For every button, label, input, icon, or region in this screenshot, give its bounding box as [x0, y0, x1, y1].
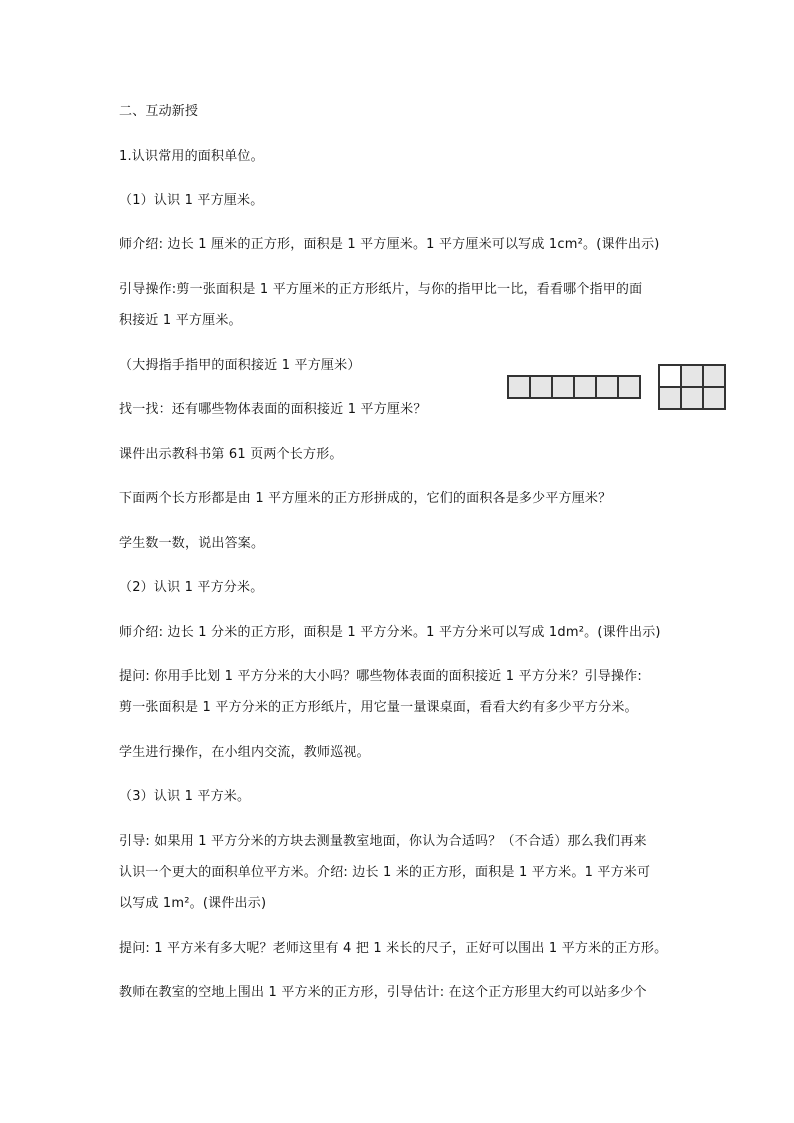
paragraph-line: （大拇指手指甲的面积接近 1 平方厘米）: [119, 358, 361, 373]
unit-square: [681, 365, 703, 387]
paragraph-line: 学生进行操作，在小组内交流，教师巡视。: [119, 745, 370, 760]
paragraph-line: 引导操作:剪一张面积是 1 平方厘米的正方形纸片，与你的指甲比一比，看看哪个指甲的面: [119, 282, 643, 297]
paragraph-line: 找一找：还有哪些物体表面的面积接近 1 平方厘米？: [119, 402, 427, 417]
unit-square: [552, 376, 574, 398]
unit-square: [681, 387, 703, 409]
subheading-square-decimeter: （2）认识 1 平方分米。: [119, 580, 264, 595]
paragraph-line: 下面两个长方形都是由 1 平方厘米的正方形拼成的，它们的面积各是多少平方厘米？: [119, 491, 612, 506]
rectangle-one-by-six: [507, 375, 641, 399]
paragraph-line: 教师在教室的空地上围出 1 平方米的正方形，引导估计: 在这个正方形里大约可以站多少个: [119, 985, 647, 1000]
subheading-square-meter: （3）认识 1 平方米。: [119, 789, 251, 804]
paragraph-line: 提问: 你用手比划 1 平方分米的大小吗？哪些物体表面的面积接近 1 平方分米？引导操作:: [119, 669, 642, 684]
unit-square: [530, 376, 552, 398]
unit-square: [574, 376, 596, 398]
paragraph-line: 积接近 1 平方厘米。: [119, 313, 242, 328]
subsection-heading: 1.认识常用的面积单位。: [119, 149, 264, 164]
paragraph-line: 认识一个更大的面积单位平方米。介绍: 边长 1 米的正方形，面积是 1 平方米。1 平方米可: [119, 865, 651, 880]
paragraph-line: 师介绍: 边长 1 厘米的正方形，面积是 1 平方厘米。1 平方厘米可以写成 1cm²。(课件出示): [119, 237, 660, 252]
paragraph-line: 师介绍: 边长 1 分米的正方形，面积是 1 平方分米。1 平方分米可以写成 1dm²。(课件出示): [119, 625, 661, 640]
paragraph-line: 课件出示教科书第 61 页两个长方形。: [119, 447, 343, 462]
unit-square: [596, 376, 618, 398]
paragraph-line: 以写成 1m²。(课件出示): [119, 896, 267, 911]
unit-square: [508, 376, 530, 398]
section-heading: 二、互动新授: [119, 104, 199, 119]
paragraph-line: 引导: 如果用 1 平方分米的方块去测量教室地面，你认为合适吗？（不合适）那么我们再来: [119, 834, 647, 849]
rectangle-two-by-three: [658, 364, 726, 410]
unit-square: [703, 365, 725, 387]
subheading-square-centimeter: （1）认识 1 平方厘米。: [119, 193, 264, 208]
paragraph-line: 提问: 1 平方米有多大呢？老师这里有 4 把 1 米长的尺子，正好可以围出 1 平方米的正方形。: [119, 941, 668, 956]
paragraph-line: 剪一张面积是 1 平方分米的正方形纸片，用它量一量课桌面，看看大约有多少平方分米。: [119, 700, 638, 715]
unit-square: [703, 387, 725, 409]
unit-square: [659, 365, 681, 387]
paragraph-line: 学生数一数，说出答案。: [119, 536, 265, 551]
unit-square: [618, 376, 640, 398]
unit-square: [659, 387, 681, 409]
